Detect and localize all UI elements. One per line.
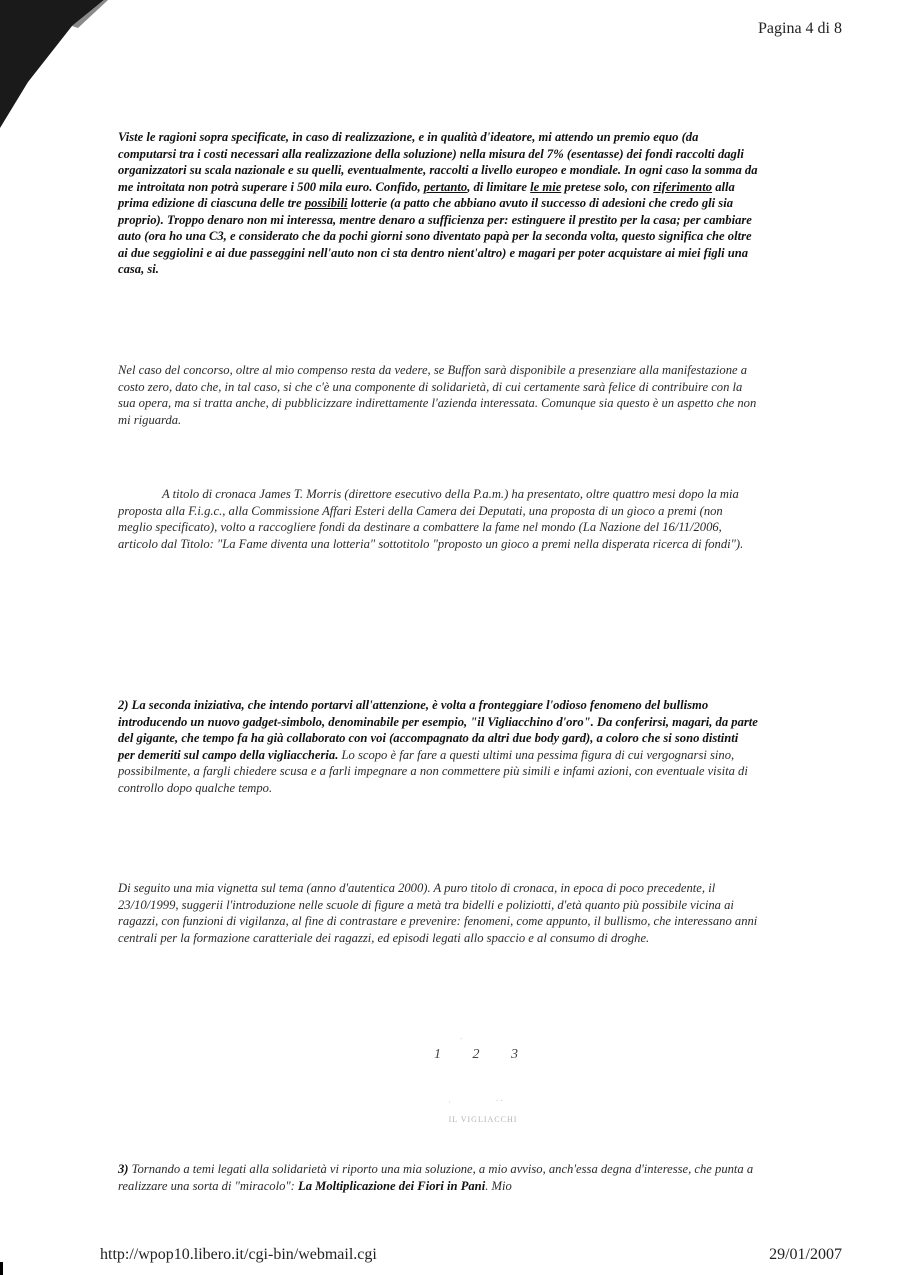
paragraph-premium	[118, 129, 758, 278]
p1-text-d: alla prima edizione di ciascuna delle tre	[118, 179, 735, 210]
scan-corner-shadow	[0, 0, 110, 150]
vignette-speck: .	[460, 1031, 463, 1041]
p1-underlined-1: pertanto	[423, 179, 468, 194]
scan-edge-mark	[0, 1262, 3, 1275]
paragraph-buffon: Nel caso del concorso, oltre al mio compenso resta da vedere, se Buffon sarà disponibile a presenziare alla manifestazione a costo zero, dato che, in tal caso, si che c'è una componente di solidarietà, di cui certamente sarà felice di contribuire con la sua opera, ma si tratta anche, di pubblicizzare indirettamente l'azienda interessata. Comunque sia questo è un aspetto che non mi riguarda.	[118, 363, 757, 427]
p4-normal-text: Lo scopo è far fare a questi ultimi una pessima figura di cui vergognarsi sino, possibilmente, a fargli chiedere scusa e a farli impegnare a non commettere più simili e infami azioni, con eventuale visita di controllo dopo qualche tempo.	[118, 747, 748, 795]
vignette-speck: ·	[448, 1097, 451, 1107]
p1-text-c: pretese solo, con	[561, 179, 654, 194]
p1-underlined-4: possibili	[304, 196, 348, 210]
p6-tail: . Mio	[485, 1178, 512, 1193]
p6-bold-title: La Moltiplicazione dei Fiori in Pani	[298, 1178, 486, 1193]
paragraph-morris: A titolo di cronaca James T. Morris (direttore esecutivo della P.a.m.) ha presentato, oltre quattro mesi dopo la mia proposta alla F.i.g.c., alla Commissione Affari Esteri della Camera dei Deputati, una proposta di un gioco a premi (non meglio specificato), volto a raccogliere fondi da destinare a combattere la fame nel mondo (La Nazione del 16/11/2006, articolo dal Titolo: "La Fame diventa una lotteria" sottotitolo "proposto un gioco a premi nella disperata ricerca di fondi").	[118, 487, 744, 551]
p4-bold-text: 2) La seconda iniziativa, che intendo portarvi all'attenzione, è volta a fronteggiare l'odioso fenomeno del bullismo introducendo un nuovo gadget-simbolo, denominabile per esempio, "il Vigliacchino d'oro". Da conferirsi, magari, da parte del gigante, che tempo fa ha già collaborato con voi (accompagnato da altri due body gard), a coloro che si sono distinti per demeriti sul campo della vigliaccheria.	[118, 698, 758, 762]
p1-text-b: , di limitare	[467, 179, 531, 194]
p1-text-a: Viste le ragioni sopra specificate, in caso di realizzazione, e in qualità d'ideatore, mi attendo un premio equo (da computarsi tra i costi necessari alla realizzazione della soluzione) nella misura del 7% (esentasse) dei fondi raccolti dagli organizzatori su scala nazionale e su quelli, eventualmente, raccolti a livello europeo e mondiale. In ogni caso la somma da me introitata non potrà superare i 500 mila euro. Confido,	[118, 130, 758, 194]
vignette-caption: IL VIGLIACCHI	[448, 1115, 518, 1124]
p1-underlined-3: riferimento	[653, 179, 713, 194]
vignette-numbers: 1 2 3	[434, 1047, 532, 1062]
paragraph-bullismo	[118, 697, 758, 796]
paragraph-moltiplicazione	[118, 1161, 758, 1194]
paragraph-vignetta: Di seguito una mia vignetta sul tema (anno d'autentica 2000). A puro titolo di cronaca, in epoca di poco precedente, il 23/10/1999, suggerii l'introduzione nelle scuole di figure a metà tra bidelli e poliziotti, d'età quanto più possibile vicina ai ragazzi, con funzioni di vigilanza, al fine di contrastare e prevenire: fenomeni, come appunto, il bullismo, che interessano anni centrali per la formazione caratteriale dei ragazzi, ed episodi legati allo spaccio e al consumo di droghe.	[118, 881, 758, 945]
p6-lead: 3)	[118, 1162, 129, 1176]
p1-underlined-2: le mie	[530, 179, 562, 194]
p6-text: Tornando a temi legati alla solidarietà vi riporto una mia soluzione, a mio avviso, anch'essa degna d'interesse, che punta a realizzare una sorta di "miracolo":	[118, 1162, 754, 1193]
footer-date: 29/01/2007	[769, 1246, 842, 1263]
footer-url: http://wpop10.libero.it/cgi-bin/webmail.cgi	[100, 1246, 377, 1263]
page-number: Pagina 4 di 8	[758, 20, 842, 37]
p1-text-e: lotterie (a patto che abbiano avuto il successo di adesioni che credo gli sia proprio). Troppo denaro non mi interessa, mentre denaro a sufficienza per: estinguere il prestito per la casa; per cambiare auto (ora ho una C3, e considerato che da pochi giorni sono diventato papà per la seconda volta, questo significa che oltre ai due seggiolini e ai due passeggini nell'auto non ci sta dentro nient'altro) e magari per poter acquistare ai miei figli una casa, si.	[118, 196, 752, 276]
vignette-image	[418, 1025, 548, 1130]
vignette-speck: . .	[496, 1093, 503, 1103]
